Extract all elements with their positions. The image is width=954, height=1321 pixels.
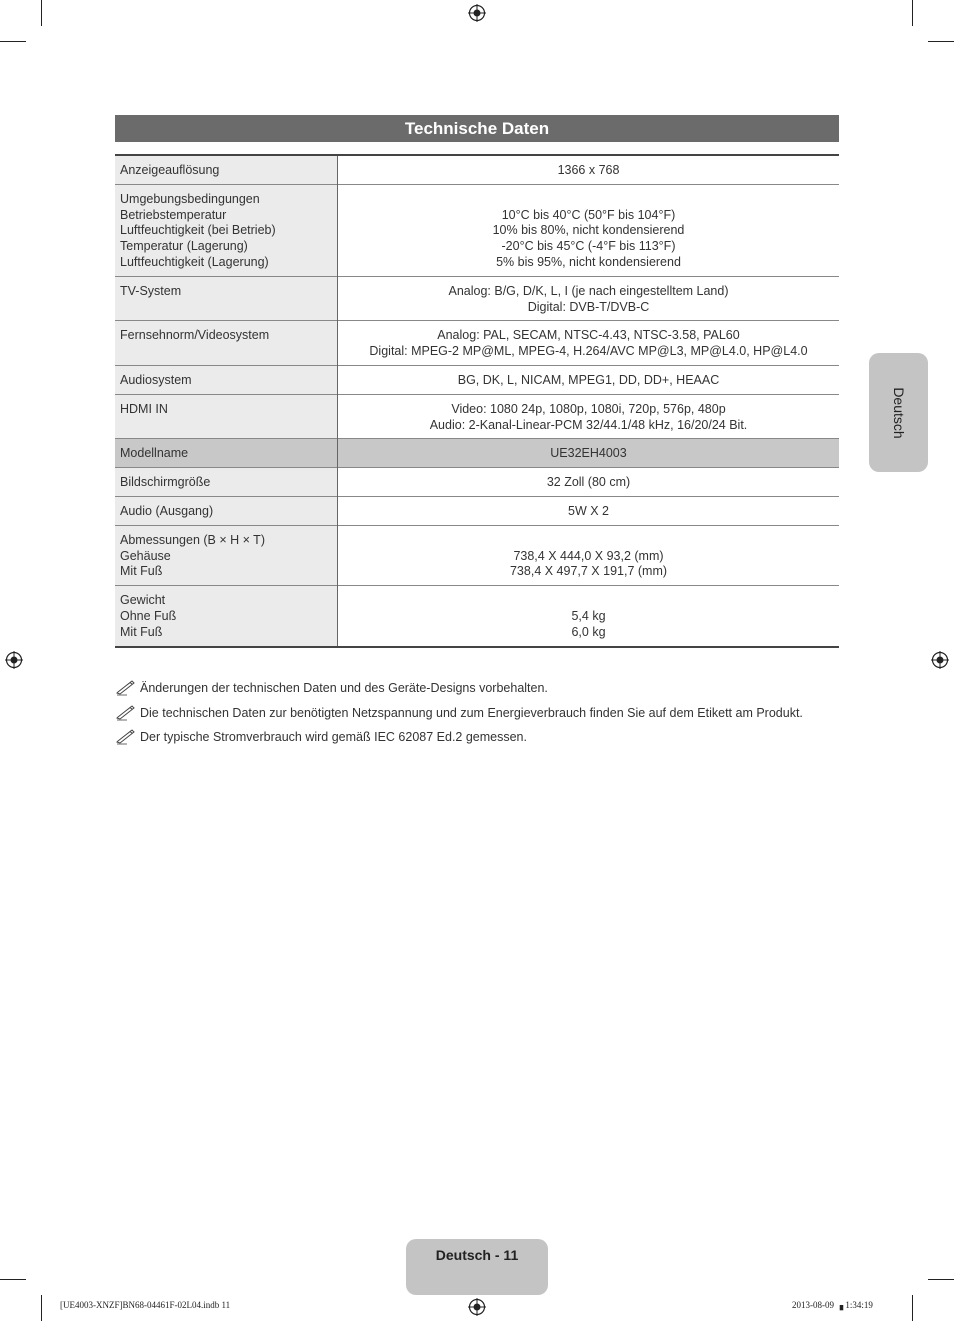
spec-label: Modellname bbox=[120, 446, 189, 461]
spec-row bbox=[115, 525, 839, 585]
spec-label: TV-System bbox=[120, 283, 182, 298]
slug-left: [UE4003-XNZF]BN68-04461F-02L04.indb 11 bbox=[60, 1300, 231, 1310]
spec-value-cell bbox=[338, 525, 840, 585]
spec-label-cell bbox=[115, 365, 338, 394]
spec-value: 10°C bis 40°C (50°F bis 104°F) bbox=[501, 207, 676, 222]
note-item bbox=[115, 725, 855, 750]
spec-value: 32 Zoll (80 cm) bbox=[546, 475, 631, 490]
spec-value: 5% bis 95%, nicht kondensierend bbox=[496, 254, 681, 269]
crop-mark bbox=[41, 0, 42, 26]
pencil-note-icon bbox=[115, 705, 137, 721]
spec-value bbox=[344, 533, 833, 549]
spec-label: Luftfeuchtigkeit (bei Betrieb) bbox=[120, 223, 276, 238]
crop-mark bbox=[912, 1295, 913, 1321]
spec-label-cell bbox=[115, 525, 338, 585]
spec-label-cell bbox=[115, 155, 338, 184]
page-number: Deutsch - 11 bbox=[435, 1247, 519, 1263]
spec-label: Fernsehnorm/Videosystem bbox=[120, 328, 270, 343]
pencil-note-icon bbox=[115, 729, 137, 745]
spec-value: Analog: PAL, SECAM, NTSC-4.43, NTSC-3.58, PAL60 bbox=[437, 328, 740, 343]
spec-value-cell bbox=[338, 394, 840, 439]
spec-label-cell bbox=[115, 468, 338, 497]
registration-mark-icon bbox=[468, 1298, 486, 1316]
spec-row bbox=[115, 155, 839, 184]
spec-row bbox=[115, 394, 839, 439]
spec-row bbox=[115, 468, 839, 497]
spec-row bbox=[115, 365, 839, 394]
note-item bbox=[115, 701, 855, 726]
note-text: Änderungen der technischen Daten und des Geräte-Designs vorbehalten. bbox=[140, 681, 548, 696]
pencil-note-icon bbox=[115, 680, 137, 696]
spec-value: Analog: B/G, D/K, L, I (je nach eingestelltem Land) bbox=[448, 283, 729, 298]
spec-label: Bildschirmgröße bbox=[120, 475, 211, 490]
spec-value-cell bbox=[338, 321, 840, 366]
note-text: Der typische Stromverbrauch wird gemäß IEC 62087 Ed.2 gemessen. bbox=[140, 730, 527, 745]
spec-value: UE32EH4003 bbox=[550, 446, 627, 461]
spec-value: 738,4 X 444,0 X 93,2 (mm) bbox=[513, 548, 664, 563]
side-tab-label: Deutsch bbox=[890, 386, 907, 439]
spec-value-cell bbox=[338, 439, 840, 468]
spec-row bbox=[115, 276, 839, 321]
spec-row bbox=[115, 439, 839, 468]
spec-row bbox=[115, 496, 839, 525]
spec-label: Temperatur (Lagerung) bbox=[120, 239, 248, 254]
crop-mark bbox=[41, 1295, 42, 1321]
spec-label: Luftfeuchtigkeit (Lagerung) bbox=[120, 254, 269, 269]
spec-value-cell bbox=[338, 365, 840, 394]
section-title: Technische Daten bbox=[115, 115, 839, 142]
crop-mark bbox=[912, 0, 913, 26]
spec-value: Digital: DVB-T/DVB-C bbox=[527, 299, 650, 314]
spec-value-cell bbox=[338, 155, 840, 184]
spec-value-cell bbox=[338, 586, 840, 647]
spec-label: Gewicht bbox=[120, 593, 166, 608]
spec-label: Betriebstemperatur bbox=[120, 207, 227, 222]
language-side-tab bbox=[869, 353, 928, 472]
spec-row bbox=[115, 586, 839, 647]
slug-right: 2013-08-09 ▗ 1:34:19 bbox=[792, 1300, 873, 1310]
spec-value bbox=[344, 593, 833, 609]
spec-value: 5,4 kg bbox=[571, 608, 606, 623]
spec-label: Audiosystem bbox=[120, 372, 192, 387]
spec-value: 10% bis 80%, nicht kondensierend bbox=[492, 223, 685, 238]
note-item bbox=[115, 676, 855, 701]
spec-value-cell bbox=[338, 276, 840, 321]
spec-label: Mit Fuß bbox=[120, 564, 163, 579]
crop-mark bbox=[0, 41, 26, 42]
spec-value-cell bbox=[338, 496, 840, 525]
crop-mark bbox=[0, 1279, 26, 1280]
spec-row bbox=[115, 184, 839, 276]
crop-mark bbox=[928, 1279, 954, 1280]
spec-value: 6,0 kg bbox=[571, 624, 606, 639]
spec-value: 738,4 X 497,7 X 191,7 (mm) bbox=[509, 564, 668, 579]
spec-value bbox=[344, 192, 833, 208]
spec-label-cell bbox=[115, 439, 338, 468]
notes-list bbox=[115, 676, 855, 750]
registration-mark-icon bbox=[5, 651, 23, 669]
spec-label: Abmessungen (B × H × T) bbox=[120, 532, 265, 547]
spec-label: Mit Fuß bbox=[120, 624, 163, 639]
spec-value: Digital: MPEG-2 MP@ML, MPEG-4, H.264/AVC MP@L3, MP@L4.0, HP@L4.0 bbox=[369, 344, 808, 359]
note-text: Die technischen Daten zur benötigten Netzspannung und zum Energieverbrauch finden Sie auf dem Etikett am Produkt. bbox=[140, 705, 803, 720]
spec-value: 5W X 2 bbox=[568, 503, 609, 518]
spec-value: Video: 1080 24p, 1080p, 1080i, 720p, 576p, 480p bbox=[451, 401, 726, 416]
registration-mark-icon bbox=[931, 651, 949, 669]
spec-label: Gehäuse bbox=[120, 548, 171, 563]
spec-label-cell bbox=[115, 276, 338, 321]
spec-label: Audio (Ausgang) bbox=[120, 503, 214, 518]
spec-value-cell bbox=[338, 468, 840, 497]
spec-label: Anzeigeauflösung bbox=[120, 163, 220, 177]
spec-label-cell bbox=[115, 184, 338, 276]
spec-label: Ohne Fuß bbox=[120, 608, 177, 623]
spec-value: Audio: 2-Kanal-Linear-PCM 32/44.1/48 kHz, 16/20/24 Bit. bbox=[429, 417, 748, 432]
spec-value-cell bbox=[338, 184, 840, 276]
spec-label-cell bbox=[115, 394, 338, 439]
spec-value: 1366 x 768 bbox=[557, 163, 620, 177]
spec-row bbox=[115, 321, 839, 366]
spec-label: Umgebungsbedingungen bbox=[120, 191, 260, 206]
page-number-tab bbox=[406, 1239, 548, 1295]
crop-mark bbox=[928, 41, 954, 42]
spec-label-cell bbox=[115, 321, 338, 366]
spec-value: BG, DK, L, NICAM, MPEG1, DD, DD+, HEAAC bbox=[457, 372, 720, 387]
spec-label-cell bbox=[115, 496, 338, 525]
registration-mark-icon bbox=[468, 4, 486, 22]
spec-value: -20°C bis 45°C (-4°F bis 113°F) bbox=[501, 239, 676, 254]
spec-label-cell bbox=[115, 586, 338, 647]
spec-label: HDMI IN bbox=[120, 401, 168, 416]
spec-table bbox=[115, 154, 839, 648]
